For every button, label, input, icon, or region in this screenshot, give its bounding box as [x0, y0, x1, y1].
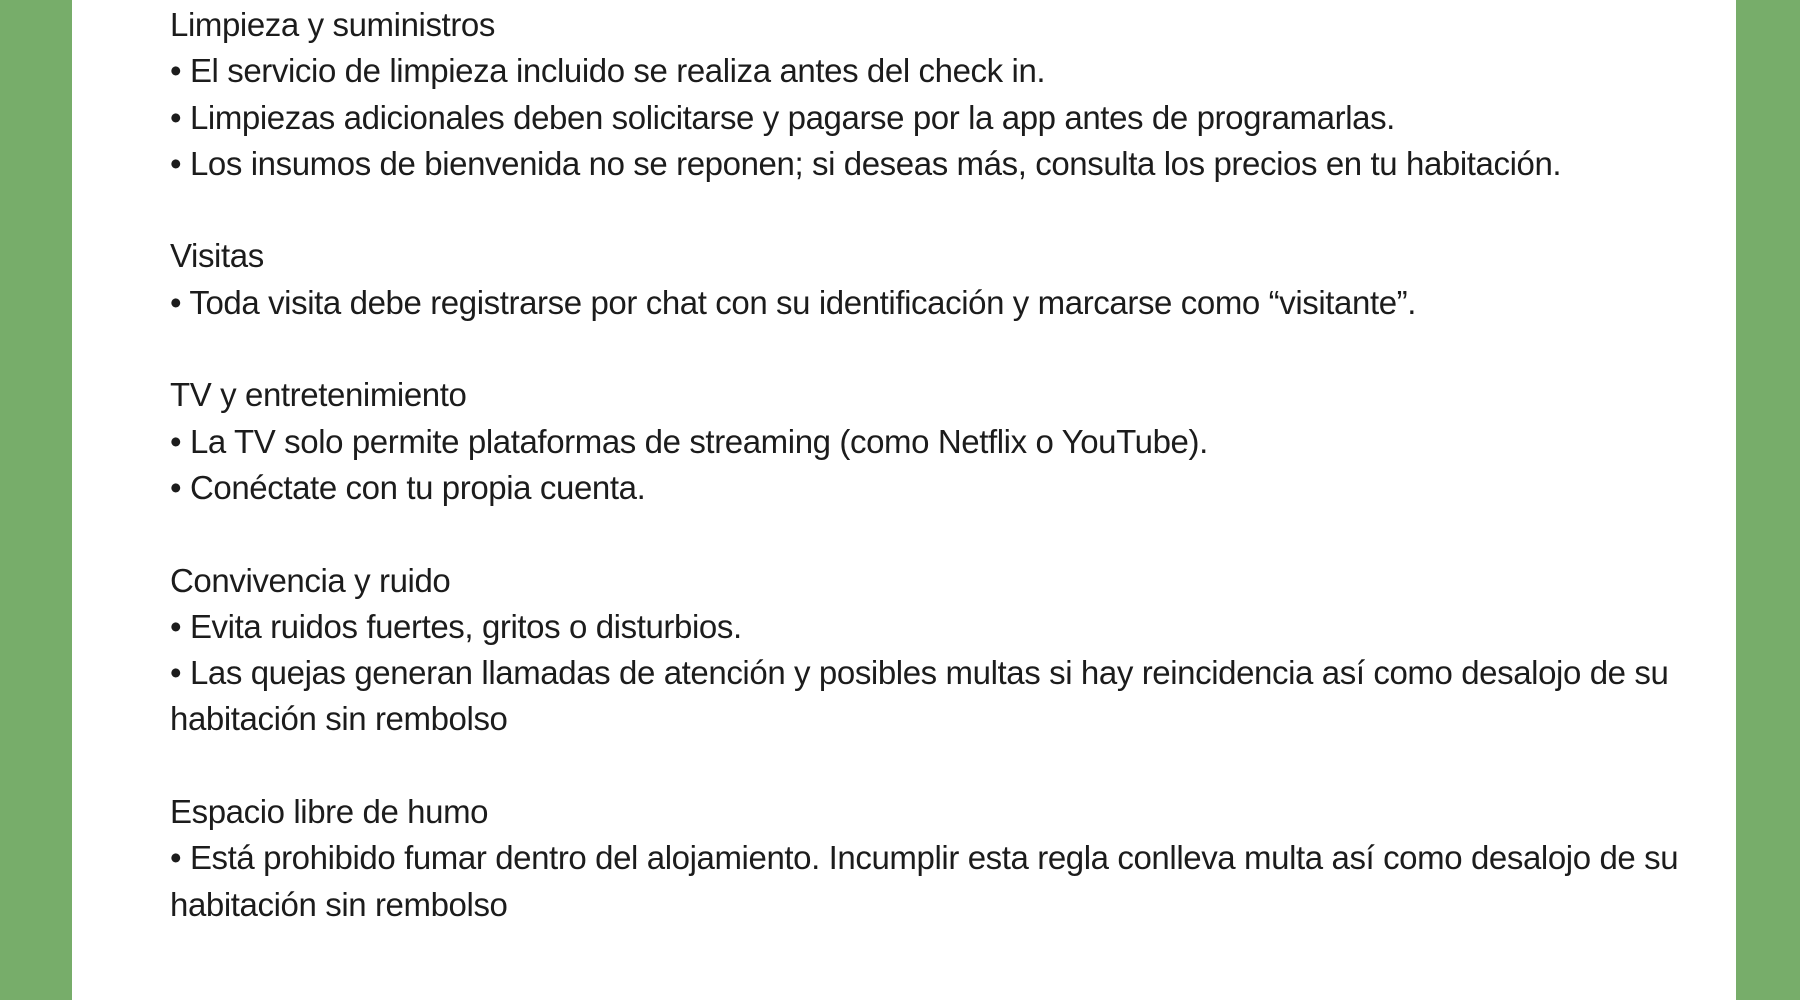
bullet: •	[170, 98, 182, 136]
bullet: •	[170, 607, 182, 645]
rule-list	[170, 604, 1690, 743]
rule-item	[170, 280, 1690, 326]
rule-text: El servicio de limpieza incluido se realiza antes del check in.	[189, 52, 1046, 90]
document-page	[72, 0, 1736, 1000]
rule-text: Evita ruidos fuertes, gritos o disturbios.	[189, 607, 742, 645]
rule-list	[170, 419, 1690, 512]
section-title: Visitas	[170, 237, 264, 275]
rule-item	[170, 48, 1690, 94]
bullet: •	[170, 654, 182, 692]
bullet: •	[170, 52, 182, 90]
rule-item	[170, 419, 1690, 465]
section-limpieza	[170, 2, 1690, 187]
bullet: •	[170, 839, 182, 877]
section-title: Limpieza y suministros	[170, 6, 495, 43]
rule-list	[170, 280, 1690, 326]
rule-text: Las quejas generan llamadas de atención y posibles multas si hay reincidencia así como desalojo de su habitación sin rembolso	[170, 654, 1669, 738]
rule-item	[170, 465, 1690, 511]
rule-text: La TV solo permite plataformas de streaming (como Netflix o YouTube).	[189, 422, 1208, 460]
rule-text: Los insumos de bienvenida no se reponen; si deseas más, consulta los precios en tu habitación.	[189, 144, 1562, 182]
rule-item	[170, 95, 1690, 141]
section-title: TV y entretenimiento	[170, 376, 467, 414]
rule-item	[170, 650, 1690, 743]
section-title: Convivencia y ruido	[170, 561, 451, 599]
section-title: Espacio libre de humo	[170, 793, 489, 831]
section-convivencia	[170, 558, 1690, 743]
section-tv	[170, 372, 1690, 511]
section-visitas	[170, 233, 1690, 326]
rule-text: Toda visita debe registrarse por chat con su identificación y marcarse como “visitante”.	[189, 283, 1417, 321]
rule-list	[170, 835, 1690, 928]
rule-text: Limpiezas adicionales deben solicitarse y pagarse por la app antes de programarlas.	[189, 98, 1395, 136]
rule-text: Está prohibido fumar dentro del alojamiento. Incumplir esta regla conlleva multa así como desalojo de su habitación sin rembolso	[170, 839, 1679, 923]
bullet: •	[170, 468, 182, 506]
bullet: •	[170, 144, 182, 182]
rule-item	[170, 835, 1690, 928]
rule-text: Conéctate con tu propia cuenta.	[189, 468, 646, 506]
bullet: •	[170, 283, 182, 321]
rule-list	[170, 48, 1690, 187]
house-rules-content	[170, 2, 1690, 974]
rule-item	[170, 604, 1690, 650]
rule-item	[170, 141, 1690, 187]
bullet: •	[170, 422, 182, 460]
section-humo	[170, 789, 1690, 928]
